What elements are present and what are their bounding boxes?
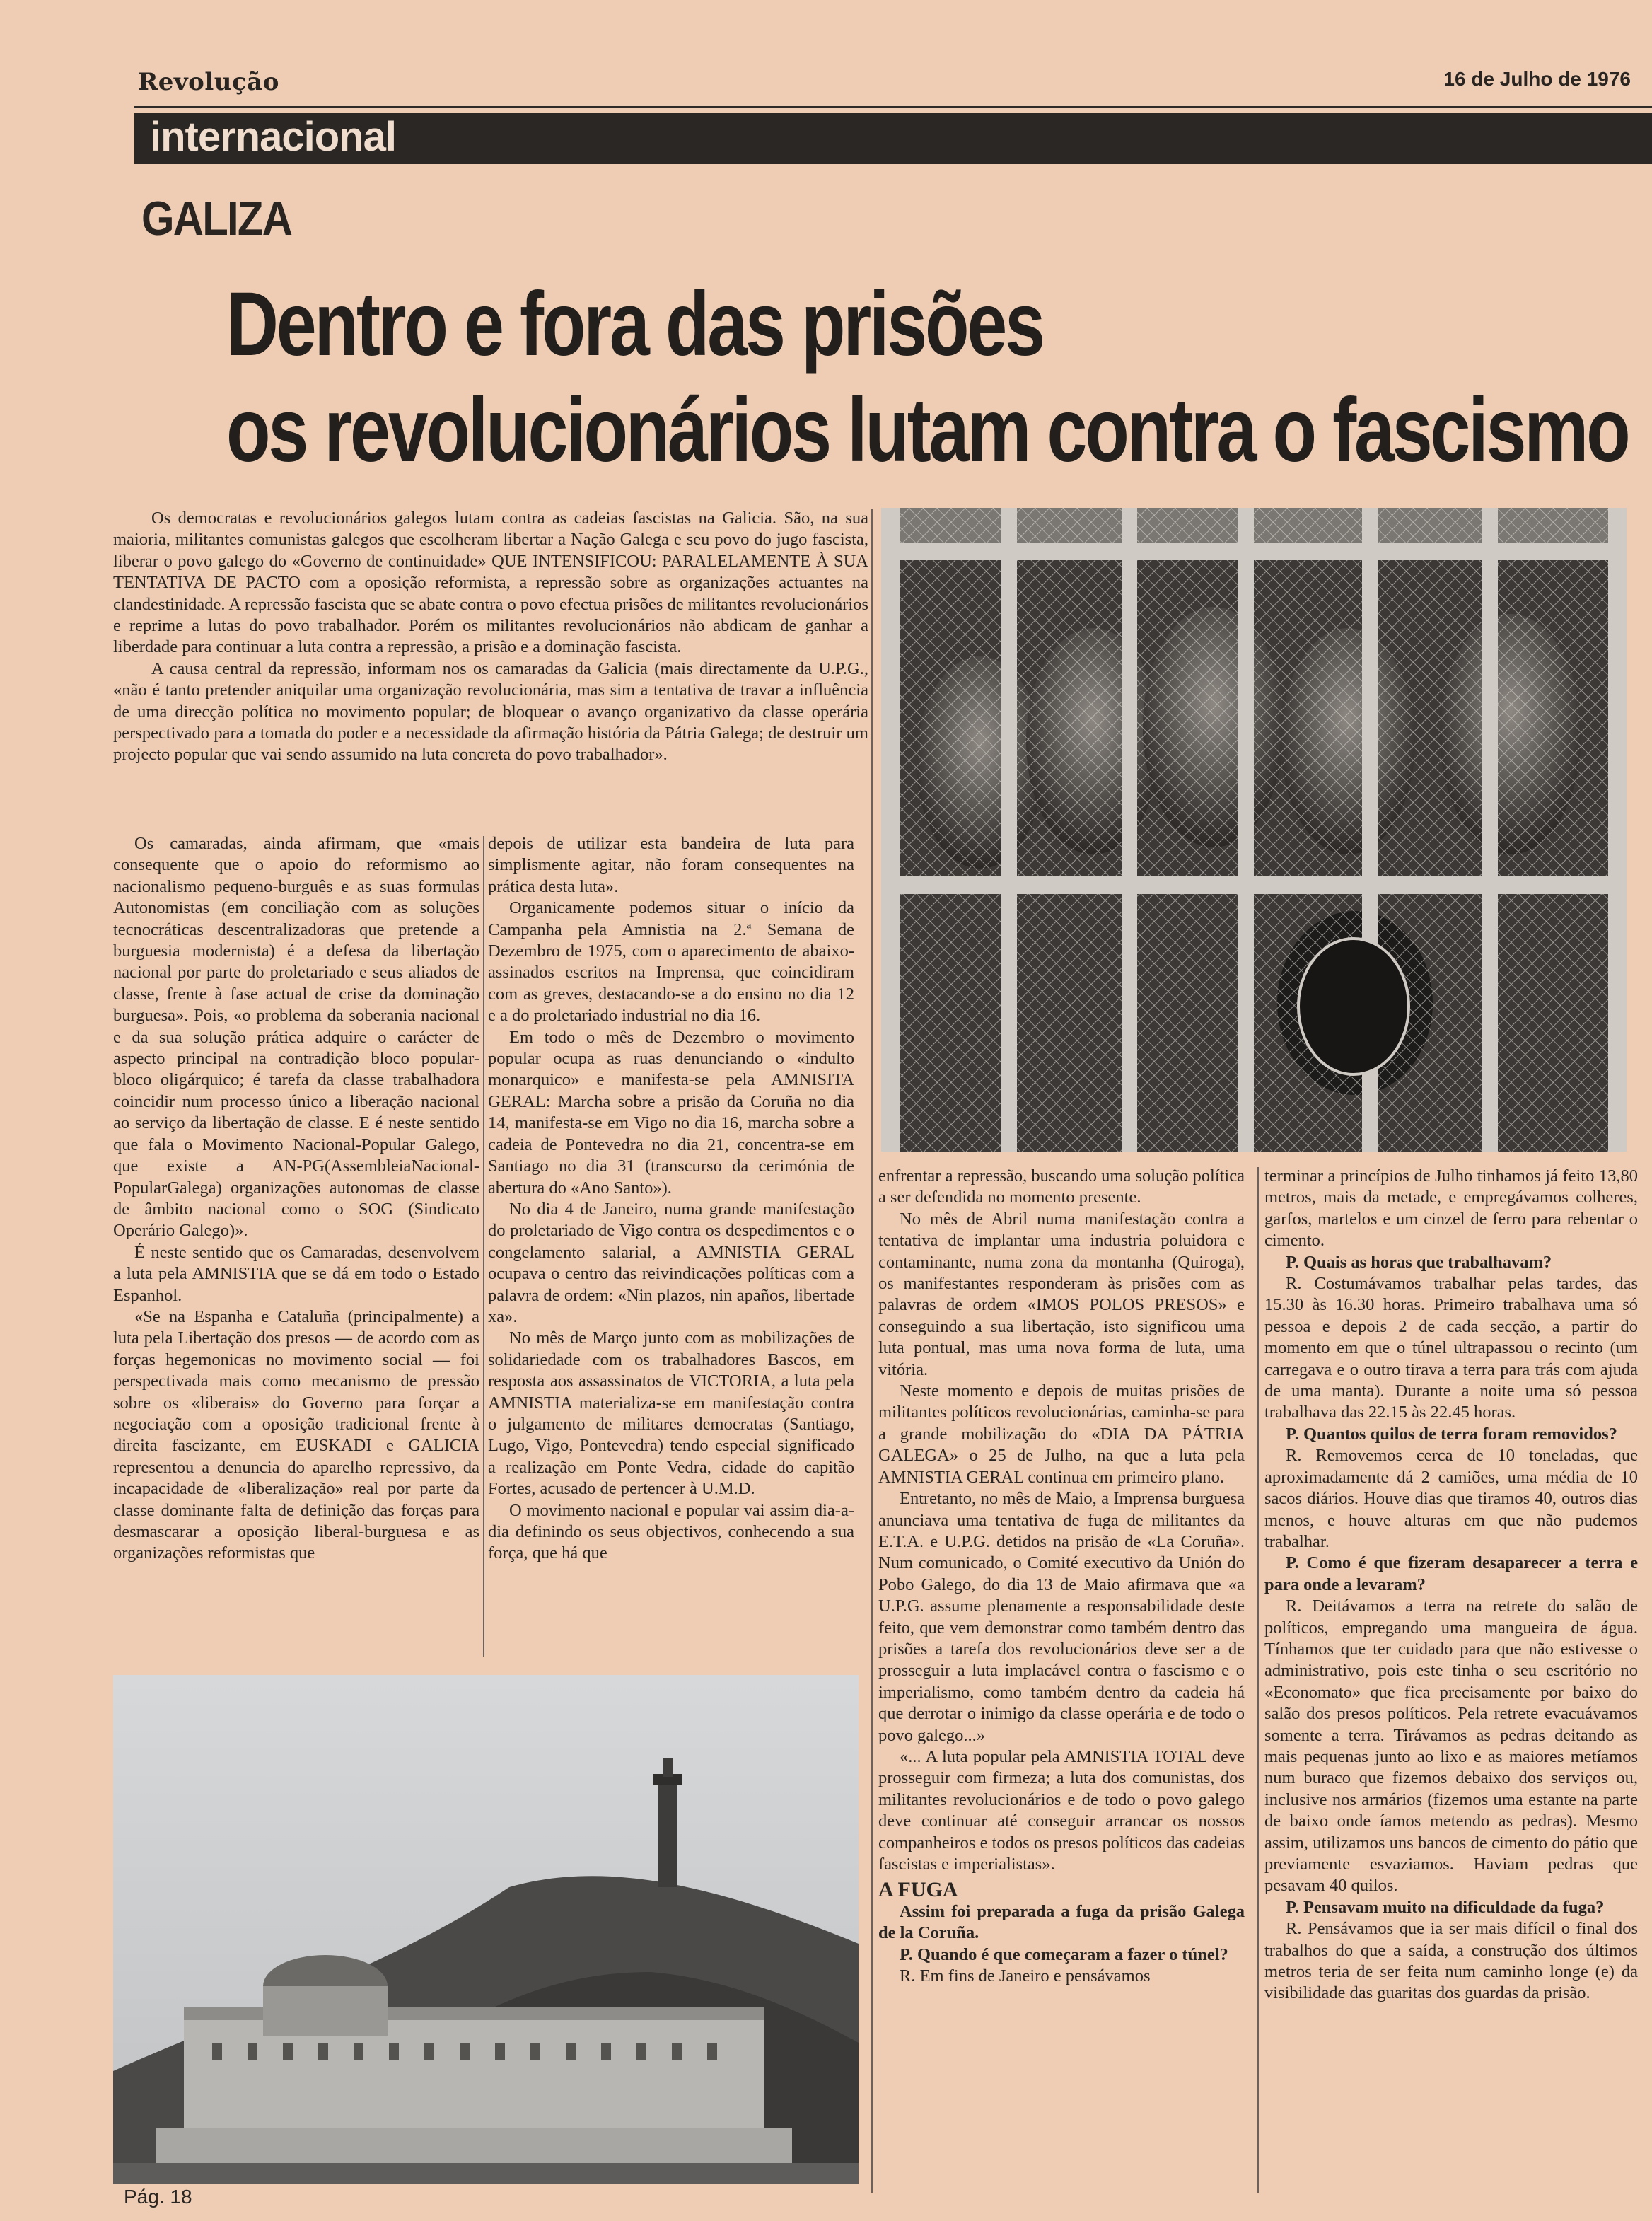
column-rule bbox=[483, 836, 484, 1657]
paragraph: Neste momento e depois de muitas prisões de militantes políticos revolucionárias, caminha-se para a grande mobilização do «DIA DA PÁTRIA GALEGA» o 25 de Julho, na que a luta pela AMNISTIA GERAL continua em primeiro plano. bbox=[878, 1381, 1245, 1487]
interview-answer: terminar a princípios de Julho tinhamos já feito 13,80 metros, mais da metade, e empregávamos colheres, garfos, martelos e um cinzel de ferro para rebentar o cimento. bbox=[1264, 1166, 1638, 1251]
interview-question: P. Pensavam muito na dificuldade da fuga? bbox=[1286, 1897, 1605, 1917]
interview-question: P. Como é que fizeram desaparecer a terra e para onde a levaram? bbox=[1264, 1553, 1638, 1594]
prisoners-photo bbox=[881, 508, 1627, 1152]
interview-question: P. Quando é que começaram a fazer o túnel? bbox=[900, 1944, 1228, 1964]
masthead: Revolução bbox=[138, 68, 279, 96]
interview-answer: R. Em fins de Janeiro e pensávamos bbox=[900, 1966, 1151, 1986]
issue-date: 16 de Julho de 1976 bbox=[1443, 68, 1631, 90]
paragraph: enfrentar a repressão, buscando uma solução política a ser defendida no momento presente. bbox=[878, 1166, 1245, 1207]
paragraph: Em todo o mês de Dezembro o movimento popular ocupa as ruas denunciando o «indulto monarquico» e manifesta-se pela AMNISITA GERAL: Marcha sobre a prisão da Coruña no dia 14, manifesta-se em Vigo no dia 16, marcha sobre a cadeia de Pontevedra no dia 21, concentra-se em Santiago no dia 31 (transcurso da cerimónia de abertura do «Ano Santo»). bbox=[488, 1027, 854, 1198]
fuga-subhead: Assim foi preparada a fuga da prisão Galega de la Coruña. bbox=[878, 1901, 1245, 1943]
paragraph: No mês de Abril numa manifestação contra a tentativa de implantar uma industria poluidora e contaminante, numa zona da montanha (Quiroga), os manifestantes responderam às prisões com as palavras de ordem «IMOS POLOS PRESOS» e conseguindo a sua libertação, isto significou uma luta pontual, mas uma nova forma de luta, uma vitória. bbox=[878, 1209, 1245, 1379]
prison-building-photo-svg bbox=[113, 1675, 859, 2184]
lead-paragraph: Os democratas e revolucionários galegos lutam contra as cadeias fascistas na Galicia. São, na sua maioria, militantes comunistas galegos que escolheram libertar a Nação Galega e seu povo do jugo fascista, liberar o povo galego do «Governo de continuidade» QUE INTENSIFICOU: PARALELAMENTE À SUA TENTATIVA DE PACTO com a oposição reformista, a repressão sobre as organizações actuantes na clandestinidade. A repressão fascista que se abate contra o povo efectua prisões de militantes revolucionários e reprime a lutas do povo trabalhador. Porém os militantes revolucionários não abdicam de ganhar a liberdade para continuar a luta contra a repressão, a prisão e a dominação fascista. bbox=[113, 509, 868, 657]
article-column-1 bbox=[113, 833, 479, 1565]
prisoners-photo-svg bbox=[881, 508, 1627, 1152]
headline-line-1: Dentro e fora das prisões bbox=[226, 274, 1043, 375]
lead-paragraph: A causa central da repressão, informam nos os camaradas da Galicia (mais directamente da U.P.G., «não é tanto pretender aniquilar uma organização revolucionária, mas sim a tentativa de travar a influência de uma direcção política no movimento popular; de bloquear o avanço organizativo da classe operária perspectivado para a tomada do poder e a necessidade da afirmação história da Pátria Galega; de destruir um projecto popular que vai sendo assumido na luta concreta do povo trabalhador». bbox=[113, 659, 868, 765]
interview-answer: R. Removemos cerca de 10 toneladas, que aproximadamente dá 2 camiões, uma média de 10 sacos diários. Houve dias que tiramos 40, outros dias menos, e houve alturas em que não pudemos trabalhar. bbox=[1264, 1446, 1638, 1551]
paragraph: «Se na Espanha e Cataluña (principalmente) a luta pela Libertação dos presos — de acordo com as forças hegemonicas no movimento social — foi perspectivada mais como mecanismo de pressão sobre os «liberais» do Governo para forçar a negociação com a oposição tradicional frente à direita fascizante, em EUSKADI e GALICIA representou a denuncia do aparelho repressivo, da incapacidade de «liberalização» real por parte da classe dominante falta de definição das forças para desmascarar a oposição liberal-burguesa e as organizações reformistas que bbox=[113, 1306, 479, 1563]
paragraph: No mês de Março junto com as mobilizações de solidariedade com os trabalhadores Bascos, em resposta aos assassinatos de VICTORIA, a luta pela AMNISTIA materializa-se em manifestação contra o julgamento de militares democratas (Santiago, Lugo, Vigo, Pontevedra) tendo especial significado a realização em Ponte Vedra, cidade do capitão Fortes, acusado de pertencer à U.M.D. bbox=[488, 1328, 854, 1499]
interview-answer: R. Deitávamos a terra na retrete do salão de políticos, empregando uma mangueira de água. Tínhamos que ter cuidado para que não estivesse o administrativo, pois este tinha o seu escritório no «Economato» que fica precisamente por baixo do salão dos presos políticos. Pela retrete evacuávamos somente a terra. Tirávamos as pedras deitando as mais pequenas junto ao lixo e as maiores metíamos num buraco que fizemos debaixo dos serviços ou, inclusive nos armários (fizemos uma estante na parte de baixo onde íamos metendo as pedras). Mesmo assim, utilizamos uns bancos de cimento do pátio que previamente esvaziamos. Haviam pedras que pesavam 40 quilos. bbox=[1264, 1596, 1638, 1896]
article-column-3 bbox=[878, 1166, 1245, 1987]
paragraph: Os camaradas, ainda afirmam, que «mais consequente que o apoio do reformismo ao nacionalismo pequeno-burguês e as suas formulas Autonomistas (em conciliação com as soluções tecnocráticas descentralizadoras que pretende a burguesia modernista) é a defesa da libertação nacional por parte do proletariado e seus aliados de classe, frente à fase actual de crise da dominação burguesa». Pois, «o problema da soberania nacional e da sua solução prática adquire o carácter de aspecto principal na contradição bloco popular-bloco oligárquico; é tarefa da classe trabalhadora coincidir num processo único a liberação nacional ao serviço da libertação de classe. E é neste sentido que fala o Movimento Nacional-Popular Galego, que existe a AN-PG(AssembleiaNacional-PopularGalega) organizações autonomas de classe de âmbito nacional como o SOG (Sindicato Operário Galego)». bbox=[113, 834, 479, 1241]
interview-question: P. Quais as horas que trabalhavam? bbox=[1286, 1252, 1552, 1272]
interview-answer: R. Pensávamos que ia ser mais difícil o final dos trabalhos do que a saída, a construção dos últimos metros teria de ser feita num caminho longe (e) da visibilidade das guaritas dos guardas da prisão. bbox=[1264, 1919, 1638, 2003]
paragraph: Organicamente podemos situar o início da Campanha pela Amnistia na 2.ª Semana de Dezembro de 1975, com o aparecimento de abaixo-assinados escritos na Imprensa, que coincidiram com as greves, destacando-se a do ensino no dia 12 e a do proletariado industrial no dia 16. bbox=[488, 898, 854, 1026]
interview-answer: R. Costumávamos trabalhar pelas tardes, das 15.30 às 16.30 horas. Primeiro trabalhava uma só pessoa e depois 2 de cada secção, a partir do momento em que o túnel ultrapassou o recinto (um carregava e o outro tirava a terra para trás com ajuda de uma manta). Durante a noite uma só pessoa trabalhava das 22.15 às 22.45 horas. bbox=[1264, 1274, 1638, 1422]
prison-building-photo bbox=[113, 1675, 859, 2184]
fuga-title: A FUGA bbox=[878, 1878, 958, 1902]
kicker: GALIZA bbox=[141, 192, 292, 245]
paragraph: No dia 4 de Janeiro, numa grande manifestação do proletariado de Vigo contra os despedimentos e o congelamento salarial, a AMNISTIA GERAL ocupava o centro das reivindicações políticas com a palavra de ordem: «Nin plazos, nin apaños, libertade xa». bbox=[488, 1199, 854, 1326]
headline-line-2: os revolucionários lutam contra o fascismo bbox=[226, 380, 1629, 481]
paragraph: «... A luta popular pela AMNISTIA TOTAL deve prosseguir com firmeza; a luta dos comunistas, dos militantes revolucionários e de todo o povo galego deve continuar até conseguir arrancar os nossos companheiros e todos os presos políticos das cadeias fascistas e imperialistas». bbox=[878, 1746, 1245, 1874]
lead-paragraphs bbox=[113, 508, 868, 766]
article-column-2 bbox=[488, 833, 854, 1565]
paragraph: Entretanto, no mês de Maio, a Imprensa burguesa anunciava uma tentativa de fuga de militantes da E.T.A. e U.P.G. detidos na prisão de «La Coruña». Num comunicado, o Comité executivo da Unión do Pobo Galego, do dia 13 de Maio afirmava que «a U.P.G. assume plenamente a responsabilidade deste feito, que vem demonstrar como também dentro das prisões a tarefa dos revolucionários deve ser a de prosseguir a luta implacável contra o fascismo e o imperialismo, como também dentro da cadeia há que derrotar o inimigo da classe operária e de todo o povo galego...» bbox=[878, 1489, 1245, 1745]
paragraph: É neste sentido que os Camaradas, desenvolvem a luta pela AMNISTIA que se dá em todo o Estado Espanhol. bbox=[113, 1242, 479, 1305]
header-rule bbox=[134, 106, 1652, 108]
article-column-4 bbox=[1264, 1166, 1638, 2005]
interview-question: P. Quantos quilos de terra foram removidos? bbox=[1286, 1424, 1617, 1444]
column-rule bbox=[1257, 1167, 1259, 2193]
page-number: Pág. 18 bbox=[124, 2186, 192, 2208]
section-label: internacional bbox=[134, 113, 412, 164]
column-rule bbox=[871, 509, 873, 2193]
paragraph: depois de utilizar esta bandeira de luta para simplismente agitar, não foram consequentes na prática desta luta». bbox=[488, 834, 854, 896]
paragraph: O movimento nacional e popular vai assim dia-a-dia definindo os seus objectivos, conhecendo a sua força, que há que bbox=[488, 1500, 854, 1563]
